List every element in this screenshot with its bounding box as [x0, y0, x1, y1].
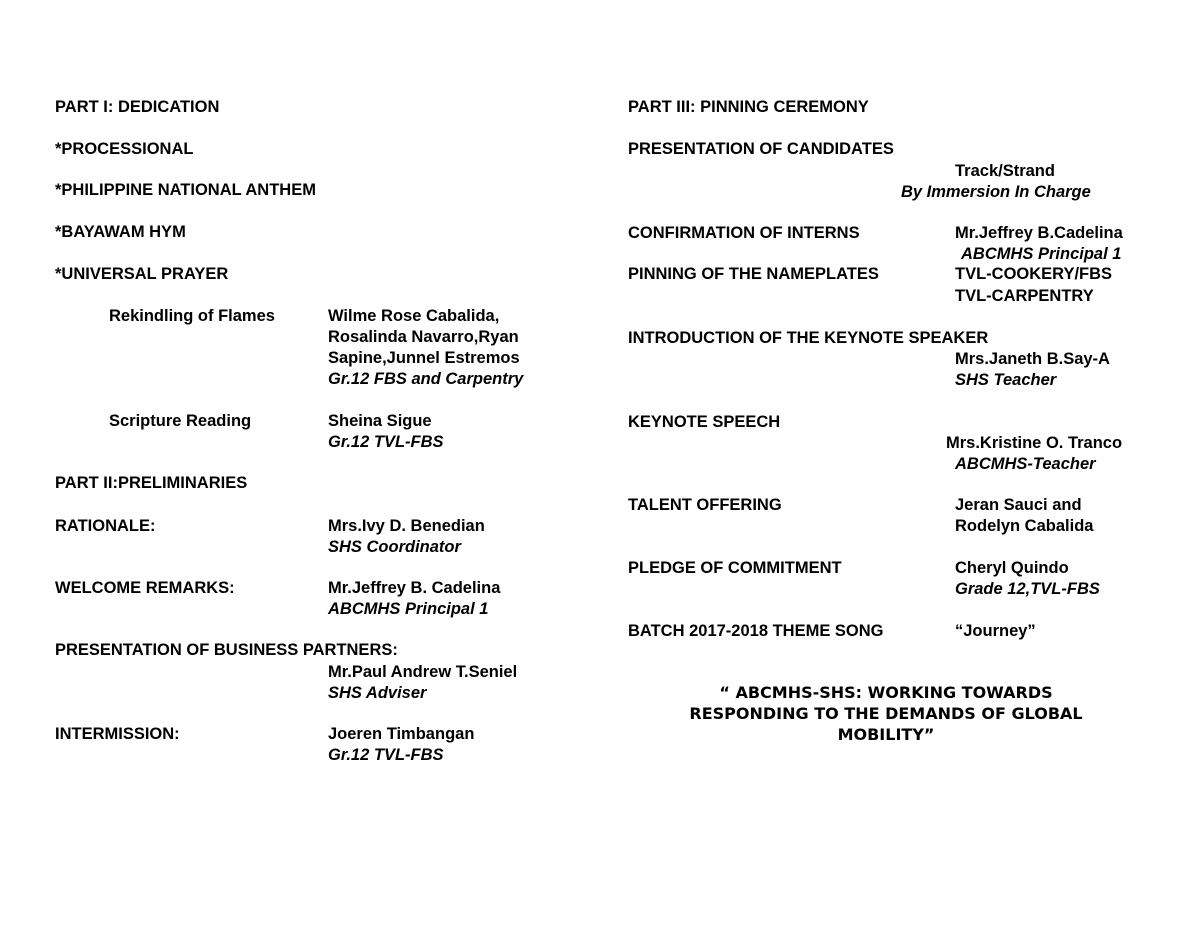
rationale-name: Mrs.Ivy D. Benedian	[328, 517, 485, 535]
talent-name-1: Jeran Sauci and	[955, 496, 1082, 514]
keynote-name: Mrs.Kristine O. Tranco	[946, 434, 1123, 452]
part-2-heading: PART II:PRELIMINARIES	[55, 474, 248, 492]
rekindling-name-2: Rosalinda Navarro,Ryan	[328, 328, 519, 346]
welcome-name: Mr.Jeffrey B. Cadelina	[328, 579, 501, 597]
scripture-role: Gr.12 TVL-FBS	[328, 433, 444, 451]
rekindling-name-1: Wilme Rose Cabalida,	[328, 307, 500, 325]
confirmation-role: ABCMHS Principal 1	[961, 245, 1122, 263]
rationale-role: SHS Coordinator	[328, 538, 461, 556]
talent-label: TALENT OFFERING	[628, 496, 782, 514]
rekindling-name-3: Sapine,Junnel Estremos	[328, 349, 520, 367]
partners-role: SHS Adviser	[328, 684, 427, 702]
batch-motto	[640, 682, 1132, 745]
pinning-line-2: TVL-CARPENTRY	[955, 287, 1094, 305]
intermission-label: INTERMISSION:	[55, 725, 180, 743]
pinning-line-1: TVL-COOKERY/FBS	[955, 265, 1113, 283]
pledge-role: Grade 12,TVL-FBS	[955, 580, 1100, 598]
confirmation-name: Mr.Jeffrey B.Cadelina	[955, 224, 1123, 242]
confirmation-label: CONFIRMATION OF INTERNS	[628, 224, 860, 242]
scripture-name: Sheina Sigue	[328, 412, 432, 430]
theme-song-label: BATCH 2017-2018 THEME SONG	[628, 622, 884, 640]
candidates-label: PRESENTATION OF CANDIDATES	[628, 140, 894, 158]
pledge-name: Cheryl Quindo	[955, 559, 1069, 577]
part-3-heading: PART III: PINNING CEREMONY	[628, 98, 869, 116]
rekindling-role: Gr.12 FBS and Carpentry	[328, 370, 524, 388]
rationale-label: RATIONALE:	[55, 517, 156, 535]
pinning-label: PINNING OF THE NAMEPLATES	[628, 265, 879, 283]
keynote-label: KEYNOTE SPEECH	[628, 413, 781, 431]
hymn-item: *BAYAWAM HYM	[55, 223, 186, 241]
talent-name-2: Rodelyn Cabalida	[955, 517, 1094, 535]
motto-line-1: “ ABCMHS-SHS: WORKING TOWARDS	[719, 683, 1053, 702]
introduction-role: SHS Teacher	[955, 371, 1057, 389]
introduction-label: INTRODUCTION OF THE KEYNOTE SPEAKER	[628, 329, 989, 347]
partners-name: Mr.Paul Andrew T.Seniel	[328, 663, 518, 681]
introduction-name: Mrs.Janeth B.Say-A	[955, 350, 1110, 368]
universal-prayer-item: *UNIVERSAL PRAYER	[55, 265, 229, 283]
intermission-role: Gr.12 TVL-FBS	[328, 746, 444, 764]
motto-line-2: RESPONDING TO THE DEMANDS OF GLOBAL	[689, 704, 1083, 723]
theme-song-title: “Journey”	[955, 622, 1036, 640]
scripture-label: Scripture Reading	[109, 412, 252, 430]
candidates-track: Track/Strand	[955, 162, 1055, 180]
national-anthem-item: *PHILIPPINE NATIONAL ANTHEM	[55, 181, 316, 199]
partners-label: PRESENTATION OF BUSINESS PARTNERS:	[55, 641, 398, 659]
rekindling-label: Rekindling of Flames	[109, 307, 275, 325]
processional-item: *PROCESSIONAL	[55, 140, 194, 158]
candidates-role: By Immersion In Charge	[901, 183, 1091, 201]
keynote-role: ABCMHS-Teacher	[955, 455, 1096, 473]
welcome-label: WELCOME REMARKS:	[55, 579, 235, 597]
pledge-label: PLEDGE OF COMMITMENT	[628, 559, 842, 577]
part-1-heading: PART I: DEDICATION	[55, 98, 220, 116]
motto-line-3: MOBILITY”	[837, 725, 935, 744]
intermission-name: Joeren Timbangan	[328, 725, 475, 743]
welcome-role: ABCMHS Principal 1	[328, 600, 489, 618]
